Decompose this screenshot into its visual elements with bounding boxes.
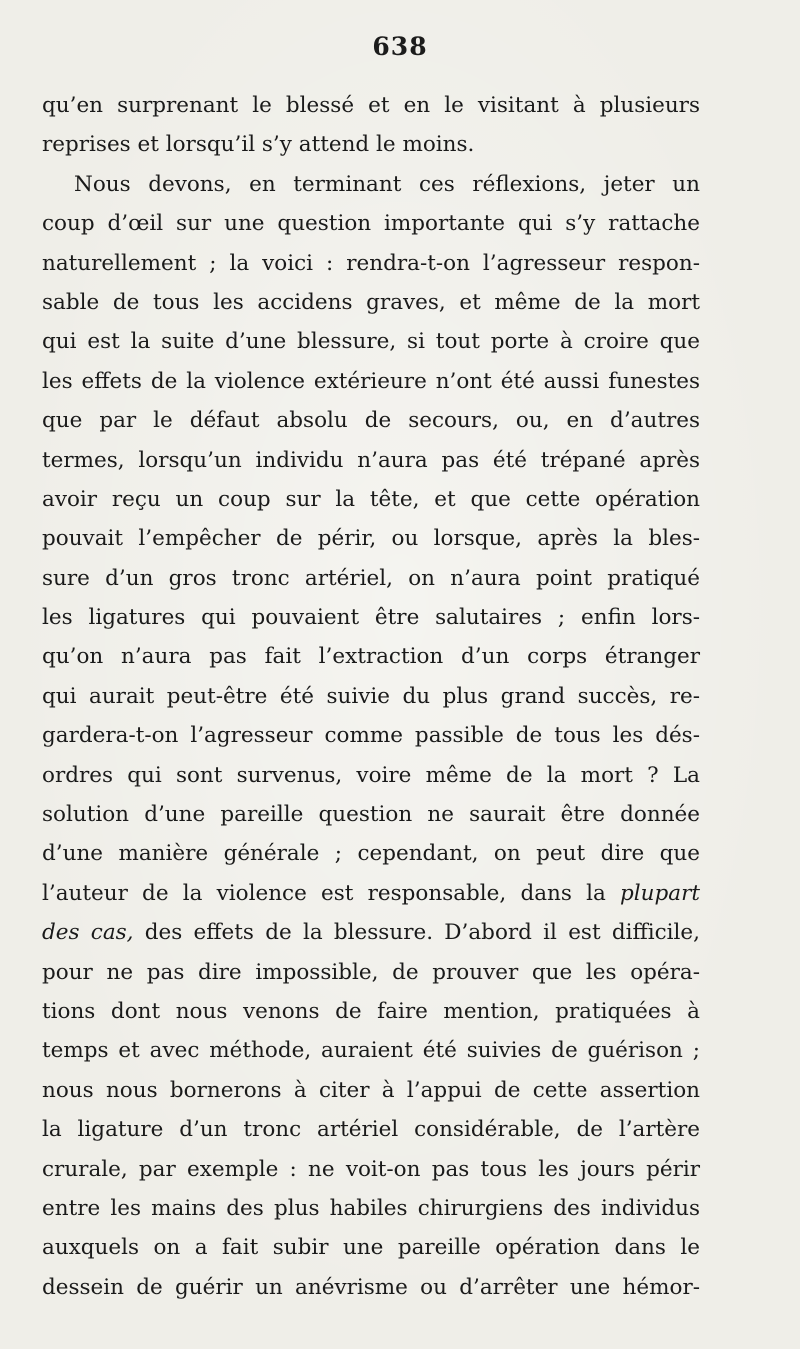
text-line: sable de tous les accidens graves, et même de la mort xyxy=(42,289,700,315)
text-line: coup d’œil sur une question importante qui s’y rattache xyxy=(42,211,700,237)
text-line: pouvait l’empêcher de périr, ou lorsque, après la bles- xyxy=(42,526,700,552)
text-line: les effets de la violence extérieure n’ont été aussi funestes xyxy=(42,368,700,394)
text-line: reprises et lorsqu’il s’y attend le moins. xyxy=(42,132,475,158)
page-number: 638 xyxy=(372,32,428,61)
text-line-with-italic xyxy=(42,874,700,913)
text-line: crurale, par exemple : ne voit-on pas tous les jours périr xyxy=(42,1156,700,1182)
text-line: nous nous bornerons à citer à l’appui de cette assertion xyxy=(42,1077,700,1103)
body-text xyxy=(42,86,700,1307)
text-line: naturellement ; la voici : rendra-t-on l’agresseur respon- xyxy=(42,250,700,276)
text-line: sure d’un gros tronc artériel, on n’aura point pratiqué xyxy=(42,565,700,591)
text-line: d’une manière générale ; cependant, on peut dire que xyxy=(42,841,700,867)
text-line-with-italic xyxy=(42,913,700,952)
text-line: tions dont nous venons de faire mention, pratiquées à xyxy=(42,998,700,1024)
text-line: qui aurait peut-être été suivie du plus grand succès, re- xyxy=(42,683,700,709)
text-line: qui est la suite d’une blessure, si tout porte à croire que xyxy=(42,329,700,355)
text-line: que par le défaut absolu de secours, ou, en d’autres xyxy=(42,408,700,434)
text-fragment: des effets de la blessure. D’abord il est difficile, xyxy=(144,920,700,946)
text-line: dessein de guérir un anévrisme ou d’arrêter une hémor- xyxy=(42,1274,700,1300)
text-line: qu’en surprenant le blessé et en le visitant à plusieurs xyxy=(42,93,700,118)
text-line: qu’on n’aura pas fait l’extraction d’un corps étranger xyxy=(42,644,700,670)
text-line: entre les mains des plus habiles chirurgiens des individus xyxy=(42,1195,700,1221)
text-line: ordres qui sont survenus, voire même de la mort ? La xyxy=(42,762,700,788)
text-line: temps et avec méthode, auraient été suivies de guérison ; xyxy=(42,1038,700,1064)
italic-fragment: des cas, xyxy=(42,920,134,946)
text-line: la ligature d’un tronc artériel considérable, de l’artère xyxy=(42,1117,700,1143)
text-line: auxquels on a fait subir une pareille opération dans le xyxy=(42,1235,700,1261)
text-line: gardera-t-on l’agresseur comme passible de tous les dés- xyxy=(42,723,700,749)
text-line: termes, lorsqu’un individu n’aura pas été trépané après xyxy=(42,447,700,473)
text-line: les ligatures qui pouvaient être salutaires ; enfin lors- xyxy=(42,605,700,631)
text-line: avoir reçu un coup sur la tête, et que cette opération xyxy=(42,486,700,512)
text-line: pour ne pas dire impossible, de prouver que les opéra- xyxy=(42,959,700,985)
italic-fragment: plupart xyxy=(620,880,700,906)
text-line: solution d’une pareille question ne saurait être donnée xyxy=(42,802,700,828)
text-fragment: l’auteur de la violence est responsable, dans la xyxy=(42,880,620,906)
text-line: Nous devons, en terminant ces réflexions, jeter un xyxy=(74,171,700,197)
